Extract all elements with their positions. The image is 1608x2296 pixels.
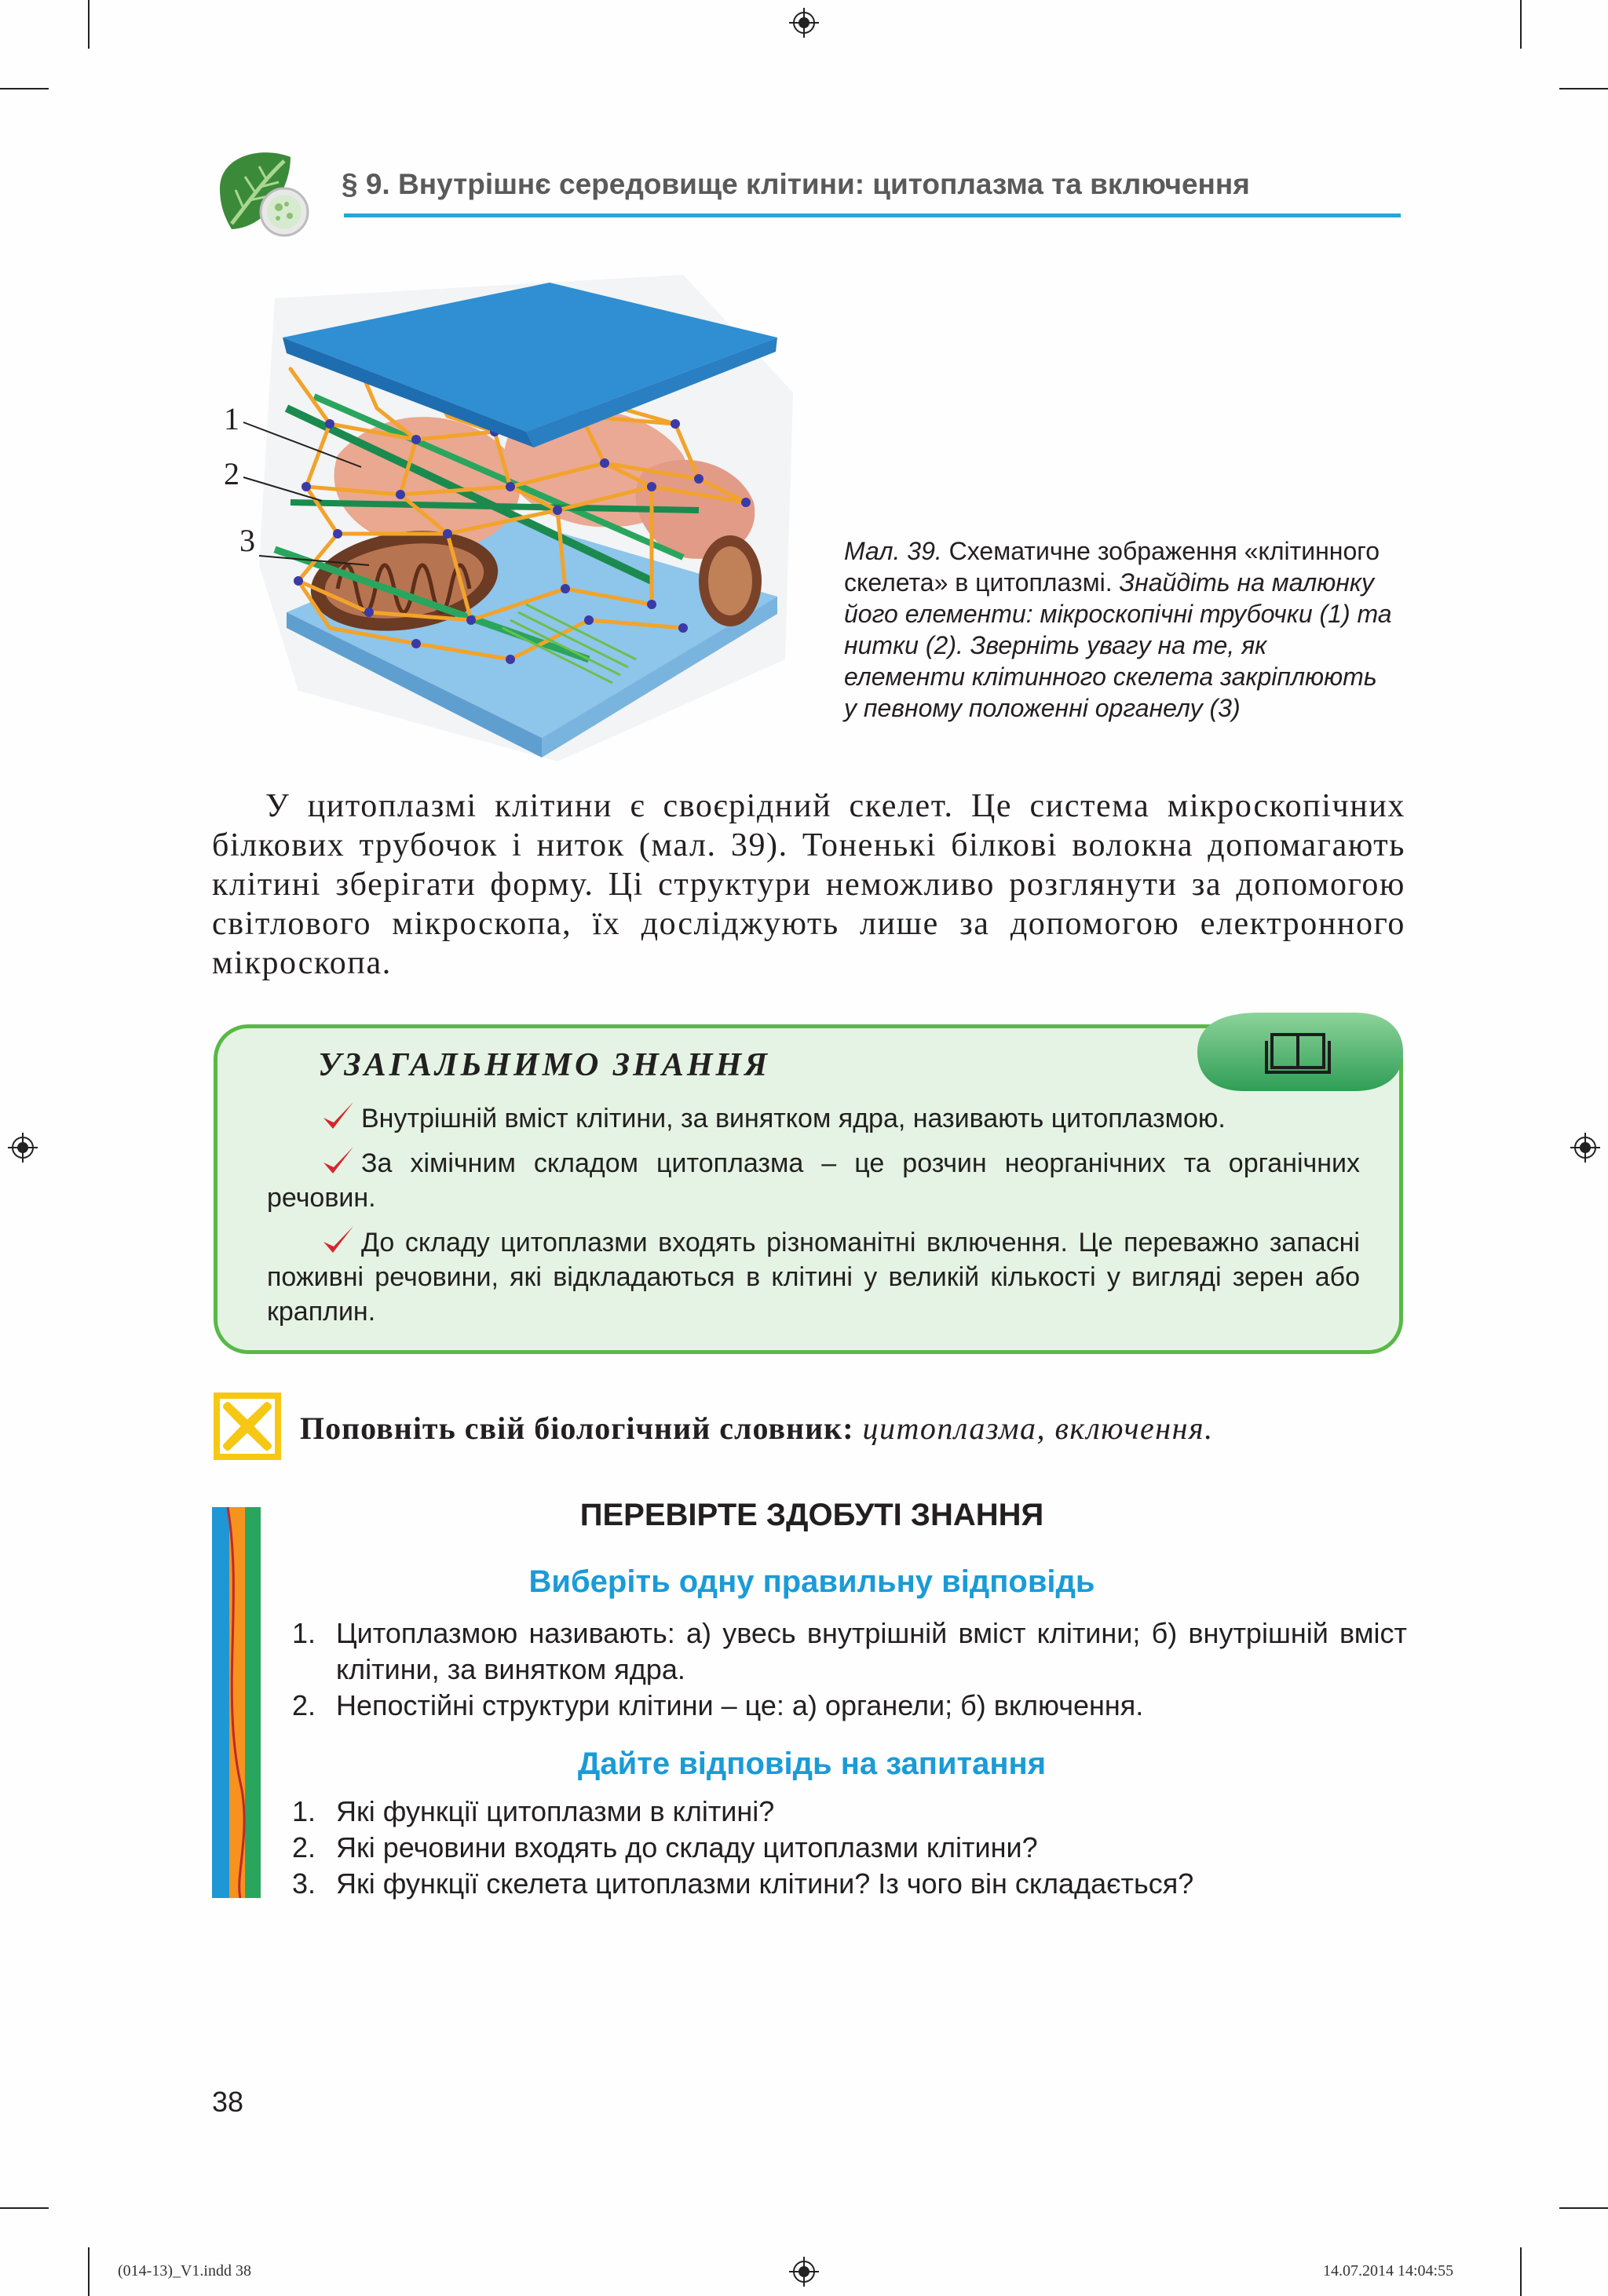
crop-mark [1559, 88, 1608, 89]
cytoskeleton-illustration [212, 251, 809, 769]
figure-label-3: 3 [239, 523, 255, 558]
figure-label-1: 1 [224, 401, 239, 436]
checkmark-icon [320, 1099, 355, 1133]
check-knowledge-title: ПЕРЕВІРТЕ ЗДОБУТІ ЗНАННЯ [579, 1498, 1044, 1532]
summary-item: Внутрішній вміст клітини, за винятком ядра, називають цитоплазмою. [267, 1099, 1360, 1136]
caption-text: Схематичне зображення «клітинного скелета» в цитоплазмі. [844, 537, 1380, 597]
list-number: 1. [292, 1795, 316, 1827]
figure-caption [844, 535, 1394, 724]
checkmark-icon [320, 1223, 355, 1258]
list-number: 2. [292, 1689, 316, 1721]
list-item [292, 1688, 1407, 1724]
list-number: 2. [292, 1831, 316, 1863]
crop-mark [88, 2247, 90, 2296]
crop-mark [1559, 2207, 1608, 2209]
list-text: Які функції скелета цитоплазми клітини? Із чого він складається? [336, 1867, 1194, 1900]
section-title: § 9. Внутрішнє середовище клітини: цитоплазма та включення [342, 168, 1250, 200]
crop-mark [1520, 0, 1522, 49]
caption-lead: Мал. 39. [844, 537, 942, 565]
dictionary-icon [212, 1391, 283, 1462]
list-item [292, 1866, 1407, 1902]
crop-mark [0, 2207, 49, 2209]
caption-instruction: Знайдіть на малюнку його елементи: мікроскопічні трубочки (1) та нитки (2). Зверніть увагу на те, як елементи клітинного скелета закріплюють у певному положенні органелу (3) [844, 568, 1392, 722]
dictionary-line [300, 1410, 1214, 1447]
registration-mark-icon [789, 8, 819, 38]
list-item [292, 1615, 1407, 1688]
list-text: Які функції цитоплазми в клітині? [336, 1795, 775, 1827]
summary-title: УЗАГАЛЬНИМО ЗНАННЯ [318, 1047, 771, 1083]
summary-item: До складу цитоплазми входять різноманітні включення. Це переважно запасні поживні речовини, які відкладаються в клітині у великій кількості у вигляді зерен або краплин. [267, 1223, 1360, 1329]
list-number: 3. [292, 1867, 316, 1900]
crop-mark [88, 0, 90, 49]
list-text: Цитоплазмою називають: а) увесь внутрішній вміст клітини; б) внутрішній вміст клітини, за винятком ядра. [336, 1617, 1407, 1685]
registration-mark-icon [8, 1133, 38, 1163]
section2-list [292, 1794, 1407, 1902]
list-item [292, 1830, 1407, 1866]
list-text: Які речовини входять до складу цитоплазми клітини? [336, 1831, 1038, 1863]
summary-item: За хімічним складом цитоплазма – це розчин неорганічних та органічних речовин. [267, 1144, 1360, 1215]
body-paragraph: У цитоплазмі клітини є своєрідний скелет. Це система мікроскопічних білкових трубочок і ниток (мал. 39). Тоненькі білкові волокна допомагають клітині зберігати форму. Ці структури неможливо розглянути за допомогою світлового мікроскопа, їх досліджують лише за допомогою електронного мікроскопа. [212, 788, 1405, 981]
leaf-cell-icon [212, 141, 314, 239]
registration-mark-icon [1570, 1133, 1600, 1163]
page-number: 38 [212, 2086, 244, 2118]
list-number: 1. [292, 1617, 316, 1649]
dictionary-label: Поповніть свій біологічний словник: [300, 1411, 854, 1446]
footer-file-info: (014-13)_V1.indd 38 [118, 2262, 251, 2280]
dictionary-terms: цитоплазма, включення. [862, 1411, 1214, 1446]
section2-title: Дайте відповідь на запитання [577, 1747, 1047, 1781]
list-item [292, 1794, 1407, 1830]
checkmark-icon [320, 1144, 355, 1178]
summary-list [267, 1099, 1360, 1337]
registration-mark-icon [789, 2257, 819, 2287]
crop-mark [1520, 2247, 1522, 2296]
crop-mark [0, 88, 49, 89]
footer-timestamp: 14.07.2014 14:04:55 [1323, 2262, 1454, 2280]
figure-label-2: 2 [224, 456, 239, 491]
section1-title: Виберіть одну правильну відповідь [528, 1564, 1095, 1599]
header-divider [344, 214, 1401, 217]
book-icon [1197, 1013, 1403, 1091]
list-text: Непостійні структури клітини – це: а) органели; б) включення. [336, 1689, 1144, 1721]
section1-list [292, 1615, 1407, 1724]
